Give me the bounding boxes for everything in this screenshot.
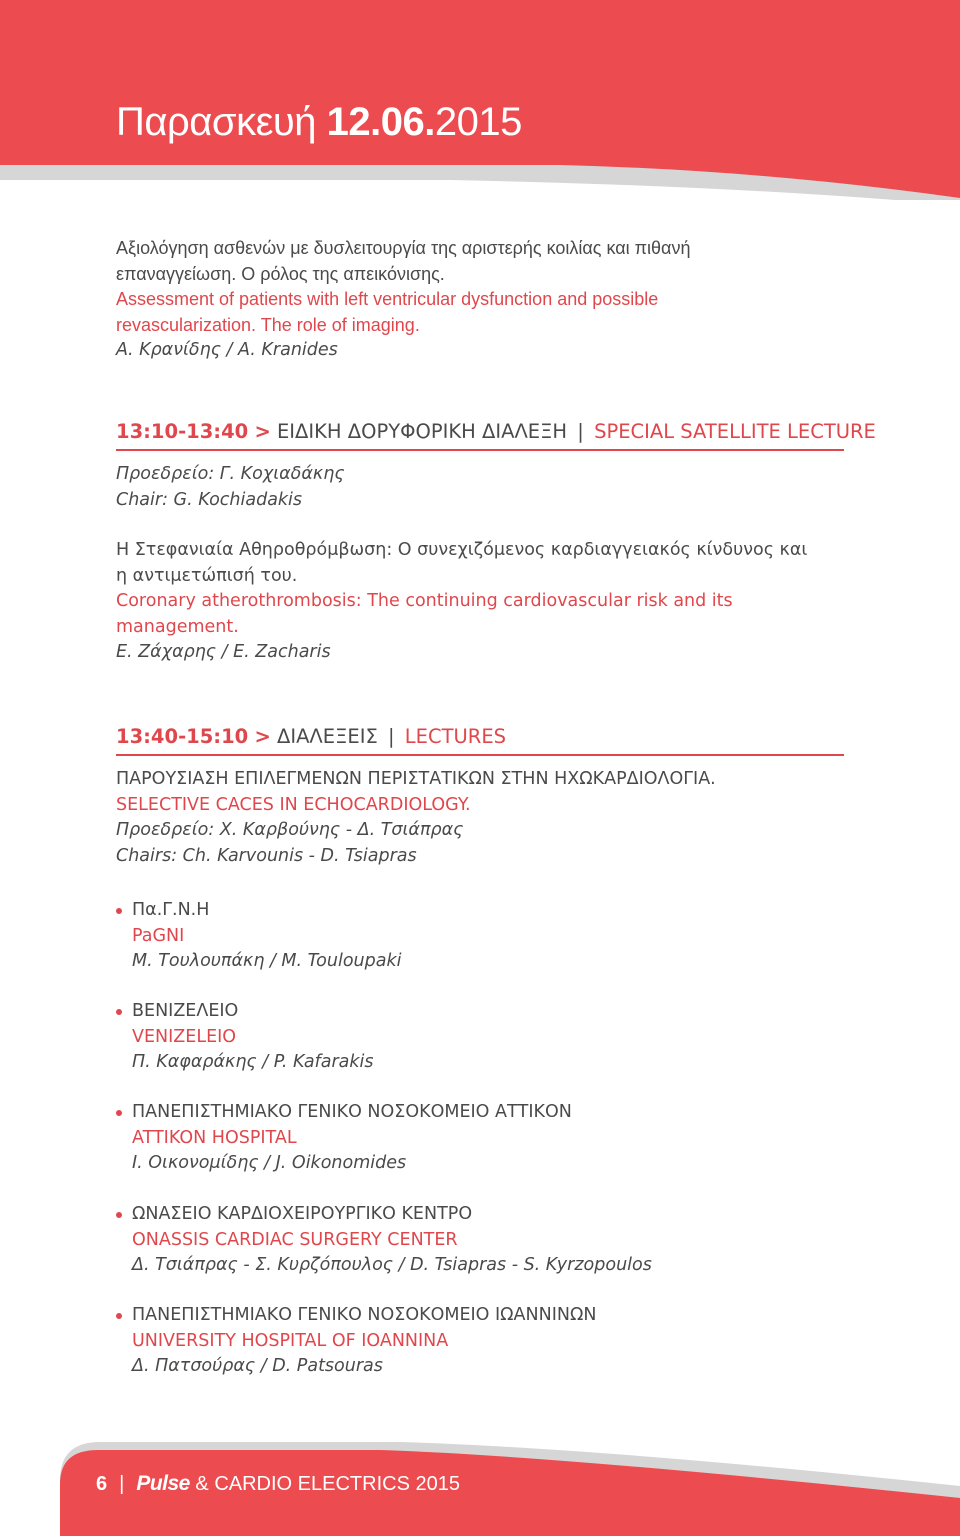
intro-gr-line2: επαναγγείωση. Ο ρόλος της απεικόνισης. <box>116 263 445 284</box>
session2-separator: | <box>388 725 395 748</box>
pulse-logo: Pulse <box>136 1472 190 1495</box>
session1-time: 13:10-13:40 <box>116 420 249 443</box>
session2-intro <box>116 767 876 869</box>
item-name-en: UNIVERSITY HOSPITAL OF IOANNINA <box>132 1330 449 1351</box>
session1-header <box>116 420 876 451</box>
day-label: Παρασκευή <box>116 100 317 144</box>
session1-title-en: SPECIAL SATELLITE LECTURE <box>594 420 876 443</box>
item-speaker: Δ. Τσιάπρας - Σ. Κυρζόπουλος / D. Tsiapras - S. Kyrzopoulos <box>132 1255 652 1275</box>
item-name-gr: ΠΑΝΕΠΙΣΤΗΜΙΑΚΟ ΓΕΝΙΚΟ ΝΟΣΟΚΟΜΕΙΟ ΑΤΤΙΚΟΝ <box>132 1102 572 1122</box>
session1-talk <box>116 538 876 666</box>
intro-en-line1: Assessment of patients with left ventricular dysfunction and possible <box>116 289 659 309</box>
footer-separator: | <box>119 1473 125 1495</box>
item-speaker: Π. Καφαράκης / P. Kafarakis <box>132 1052 374 1072</box>
session1-separator: | <box>577 420 584 443</box>
session2-title-en: LECTURES <box>404 725 507 748</box>
list-item <box>132 1100 872 1177</box>
list-item <box>132 1303 872 1380</box>
page-number: 6 <box>96 1473 108 1495</box>
item-name-en: ONASSIS CARDIAC SURGERY CENTER <box>132 1229 458 1250</box>
intro-gr-line1: Αξιολόγηση ασθενών με δυσλειτουργία της αριστερής κοιλίας και πιθανή <box>116 238 691 258</box>
list-item <box>132 898 872 975</box>
item-name-gr: Πα.Γ.Ν.Η <box>132 900 210 920</box>
bullet-dot <box>116 1009 122 1015</box>
session2-title-gr: ΔΙΑΛΕΞΕΙΣ <box>276 725 378 748</box>
footer-title: & CARDIO ELECTRICS 2015 <box>195 1473 460 1495</box>
session1-talk-en-line1: Coronary atherothrombosis: The continuing cardiovascular risk and its <box>116 591 733 611</box>
item-name-gr: ΠΑΝΕΠΙΣΤΗΜΙΑΚΟ ΓΕΝΙΚΟ ΝΟΣΟΚΟΜΕΙΟ ΙΩΑΝΝΙΝΩΝ <box>132 1305 597 1325</box>
session1-talk-gr-line2: η αντιμετώπισή του. <box>116 565 298 586</box>
session1-chair <box>116 462 876 513</box>
item-name-en: ATTIKON HOSPITAL <box>132 1127 297 1148</box>
item-name-en: VENIZELEIO <box>132 1026 237 1047</box>
bullet-dot <box>116 1313 122 1319</box>
page-date <box>116 100 522 145</box>
bullet-dot <box>116 1110 122 1116</box>
item-name-gr: ΒΕΝΙΖΕΛΕΙΟ <box>132 1001 239 1021</box>
intro-en-line2: revascularization. The role of imaging. <box>116 314 420 335</box>
item-speaker: Δ. Πατσούρας / D. Patsouras <box>132 1356 383 1376</box>
list-item <box>132 999 872 1076</box>
session1-arrow: > <box>254 420 271 443</box>
session1-title-gr: ΕΙΔΙΚΗ ΔΟΡΥΦΟΡΙΚΗ ΔΙΑΛΕΞΗ <box>276 420 568 443</box>
session1-talk-gr-line1: Η Στεφανιαία Αθηροθρόμβωση: Ο συνεχιζόμενος καρδιαγγειακός κίνδυνος και <box>116 540 808 560</box>
item-speaker: Μ. Τουλουπάκη / M. Touloupaki <box>132 951 402 971</box>
item-name-gr: ΩΝΑΣΕΙΟ ΚΑΡΔΙΟΧΕΙΡΟΥΡΓΙΚΟ ΚΕΝΤΡΟ <box>132 1204 473 1224</box>
item-name-en: PaGNI <box>132 925 185 946</box>
session1-speaker: Ε. Ζάχαρης / E. Zacharis <box>116 642 331 662</box>
bullet-dot <box>116 908 122 914</box>
session2-arrow: > <box>254 725 271 748</box>
session2-subtitle-gr: ΠΑΡΟΥΣΙΑΣΗ ΕΠΙΛΕΓΜΕΝΩΝ ΠΕΡΙΣΤΑΤΙΚΩΝ ΣΤΗΝ ΗΧΩΚΑΡΔΙΟΛΟΓΙΑ. <box>116 769 716 789</box>
date-year: 2015 <box>434 100 522 144</box>
session2-header <box>116 725 844 756</box>
footer-text <box>96 1472 460 1496</box>
intro-speaker: Α. Κρανίδης / A. Kranides <box>116 340 338 360</box>
item-speaker: Ι. Οικονομίδης / J. Oikonomides <box>132 1153 407 1173</box>
session2-chair-en: Chairs: Ch. Karvounis - D. Tsiapras <box>116 845 417 866</box>
session2-subtitle-en: SELECTIVE CACES IN ECHOCARDIOLOGY. <box>116 794 471 815</box>
bullet-dot <box>116 1212 122 1218</box>
session2-chair-gr: Προεδρείο: Χ. Καρβούνης - Δ. Τσιάπρας <box>116 820 464 840</box>
session1-chair-en: Chair: G. Kochiadakis <box>116 489 303 510</box>
intro-talk <box>116 236 856 364</box>
session1-talk-en-line2: management. <box>116 616 239 637</box>
list-item <box>132 1202 872 1279</box>
date-bold: 12.06. <box>326 100 435 144</box>
session1-chair-gr: Προεδρείο: Γ. Κοχιαδάκης <box>116 464 345 484</box>
session2-time: 13:40-15:10 <box>116 725 249 748</box>
